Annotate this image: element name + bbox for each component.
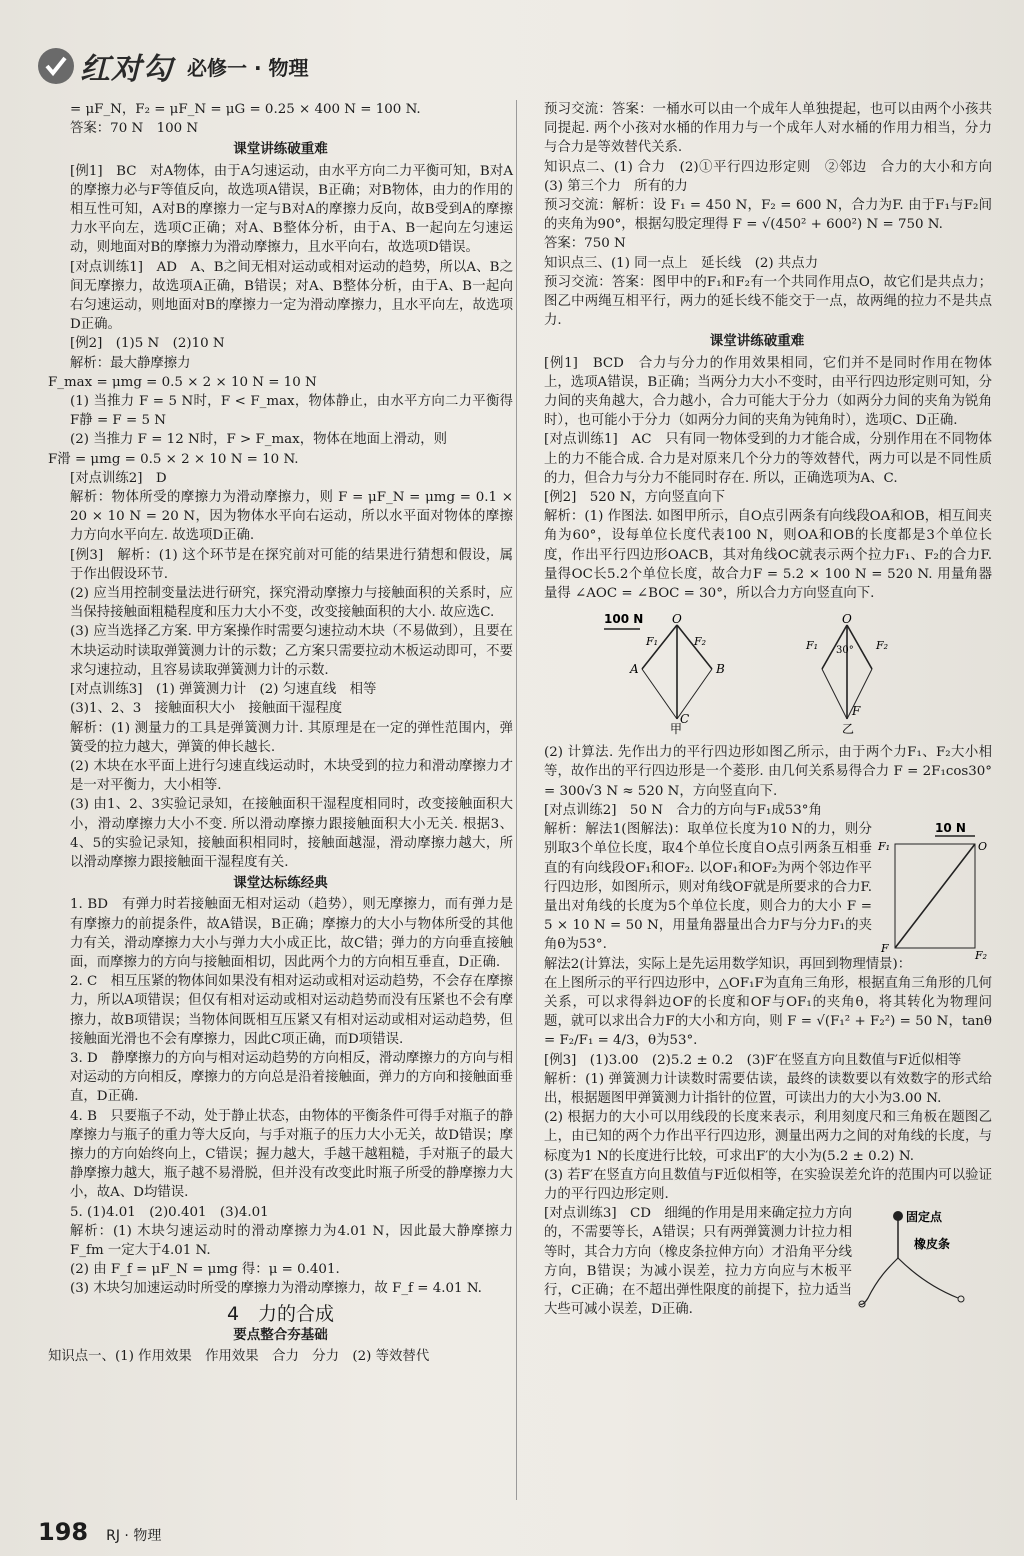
f2-label: F₂ <box>876 639 889 653</box>
text-line: 解法2(计算法，实际上是先运用数学知识，再回到物理情景)： <box>544 956 912 972</box>
paragraph: 在上图所示的平行四边形中，△OF₁F为直角三角形，根据直角三角形的几何关系，可以求得斜边OF的长度和OF与OF₁的夹角θ，将其转化为物理问题，就可以求出合力F的大小和方向，则 F = √(F₁² + F₂²) = 50 N，tanθ = F₂/F₁ = 4/3，θ为53°. <box>544 975 992 1049</box>
point-c-label: C <box>680 712 690 727</box>
chapter-title: 4 力的合成 <box>226 1302 335 1325</box>
page-header <box>38 40 988 92</box>
paragraph: 知识点二、(1) 合力 (2)①平行四边形定则 ②邻边 合力的大小和方向 (3) 第三个力 所有的力 <box>544 159 1006 194</box>
text-line: [例3] (1)3.00 (2)5.2 ± 0.2 (3)F′在竖直方向且数值与F近似相等 <box>544 1052 962 1068</box>
paragraph: (3) 若F′在竖直方向且数值与F近似相等，在实验误差允许的范围内可以验证力的平行四边形定则. <box>544 1167 992 1202</box>
diagram-rectangle <box>875 820 990 960</box>
section-title: 课堂讲练破重难 <box>233 141 328 158</box>
f2-label: F₂ <box>694 635 707 649</box>
scale-label: 100 N <box>604 612 644 627</box>
brand-name: 红对勾 <box>80 52 173 87</box>
paragraph: (3) 木块匀加速运动时所受的摩擦力为滑动摩擦力，故 F_f = 4.01 N. <box>70 1281 482 1297</box>
point-o-label: O <box>842 612 852 627</box>
text-line: 知识点一、(1) 作用效果 作用效果 合力 分力 (2) 等效替代 <box>48 1349 430 1364</box>
column-divider <box>516 100 517 1500</box>
paragraph: (2) 应当用控制变量法进行研究，探究滑动摩擦力与接触面积的关系时，应当保持接触面粗糙程度和压力大小不变，改变接触面积的大小. 故应选C. <box>70 586 513 621</box>
text-line: [例2] (1)5 N (2)10 N <box>70 336 225 352</box>
paragraph: [对点训练1] AC 只有同一物体受到的力才能合成，分别作用在不同物体上的力不能合成. 合力是对原来几个分力的等效替代，两力可以是不同性质的力，但合力与分力不能同时存在. 所以，正确选项为A、C. <box>544 432 992 486</box>
paragraph: 预习交流：答案：一桶水可以由一个成年人单独提起，也可以由两个小孩共同提起. 两个小孩对水桶的作用力与一个成年人对水桶的作用力相当，分力与合力是等效替代关系. <box>544 102 992 156</box>
book-series: 必修一 · 物理 <box>187 55 309 80</box>
paragraph: (2) 根据力的大小可以用线段的长度来表示，利用刻度尺和三角板在题图乙上，由已知的两个力作出平行四边形，测量出两力之间的对角线的长度，与标度为1 N的长度进行比较，可求出F′的大小为(5.2 ± 0.2) N. <box>544 1110 992 1164</box>
text-line: (2) 当推力 F = 12 N时，F > F_max，物体在地面上滑动，则 <box>70 432 448 448</box>
f1-label: F₁ <box>878 840 891 854</box>
text-line: 解析：最大静摩擦力 <box>70 355 191 371</box>
page-footer <box>38 1518 161 1546</box>
page-number: 198 <box>38 1518 89 1546</box>
paragraph: [例1] BCD 合力与分力的作用效果相同，它们并不是同时作用在物体上，选项A错误，B正确；当两分力大小不变时，由平行四边形定则可知，分力间的夹角越大，合力越小，合力可能大于分力（如两分力间的夹角为锐角时），也可能小于分力（如两分力间的夹角为钝角时），选项C、D正确. <box>544 355 993 429</box>
text-line: = μF_N，F₂ = μF_N = μG = 0.25 × 400 N = 100 N. <box>70 102 421 117</box>
fixed-point-label: 固定点 <box>906 1210 943 1225</box>
text-line: 答案：750 N <box>544 236 626 252</box>
paragraph: (3) 由1、2、3实验记录知，在接触面积干湿程度相同时，改变接触面积大小，滑动摩擦力大小不变. 所以滑动摩擦力跟接触面积大小无关. 根据3、4、5的实验记录知，接触面积相同时，接触面越湿，滑动摩擦力越大，所以滑动摩擦力跟接触面干湿程度有关. <box>70 797 513 870</box>
text-line: (3)1、2、3 接触面积大小 接触面干湿程度 <box>70 701 343 717</box>
text-line: F_max = μmg = 0.5 × 2 × 10 N = 10 N <box>48 374 317 390</box>
f2-label: F₂ <box>975 949 988 961</box>
paragraph: 解析：(1) 作图法. 如图甲所示，自O点引两条有向线段OA和OB，相互间夹角为60°，设每单位长度代表100 N，则OA和OB的长度都是3个单位长度，作出平行四边形OACB，其对角线OC就表示两个拉力F₁、F₂的合力F. 量得OC长5.2个单位长度，故合力F = 5.2 × 100 N = 520 N. 用量角器量得 ∠AOC = ∠BOC = 30°，所以合力方向竖直向下. <box>544 509 992 602</box>
paragraph: (3) 应当选择乙方案. 甲方案操作时需要匀速拉动木块（不易做到），且要在木块运动时读取弹簧测力计的示数；乙方案只需要拉动木板运动即可，不要求匀速拉动，且容易读取弹簧测力计的示数. <box>70 624 513 678</box>
paragraph: 1. BD 有弹力时若接触面无相对运动（趋势），则无摩擦力，而有弹力是有摩擦力的前提条件，故A错误，B正确；摩擦力的大小与物体所受的其他力有关，滑动摩擦力大小与弹力大小成正比，故C错；弹力的方向垂直接触面，而摩擦力的方向与接触面相切，因此两个力的方向相互垂直，D正确. <box>70 897 513 970</box>
text-line: [对点训练3] (1) 弹簧测力计 (2) 匀速直线 相等 <box>70 682 377 698</box>
scale-label: 10 N <box>935 821 966 836</box>
checkmark-icon <box>38 48 74 84</box>
point-o-label: O <box>978 840 988 854</box>
f-label: F <box>852 704 861 719</box>
rubber-band-label: 橡皮条 <box>914 1237 951 1252</box>
paragraph: [例3] 解析：(1) 这个环节是在探究前对可能的结果进行猜想和假设，属于作出假设环节. <box>70 547 513 582</box>
paragraph: (1) 当推力 F = 5 N时，F < F_max，物体静止，由水平方向二力平衡得 F静 = F = 5 N <box>70 394 513 429</box>
f-label: F <box>881 942 889 956</box>
section-title: 要点整合夯基础 <box>233 1326 328 1343</box>
point-b-label: B <box>716 662 725 677</box>
paragraph: [例1] BC 对A物体，由于A匀速运动，由水平方向二力平衡可知，B对A的摩擦力必与F等值反向，故选项A错误，B正确；对B物体，由力的作用的相互性可知，A对B的摩擦力一定与B对A的摩擦力反向，故B受到A的摩擦力水平向左，选项C正确；对A、B整体分析，由于A、B一起向左匀速运动，则地面对B的摩擦力为滑动摩擦力，且水平向右，故选项D错误。 <box>70 163 513 256</box>
text-line: [例2] 520 N，方向竖直向下 <box>544 490 726 506</box>
paragraph: (2) 计算法. 先作出力的平行四边形如图乙所示，由于两个力F₁、F₂大小相等，故作出的平行四边形是一个菱形. 由几何关系易得合力 F = 2F₁cos30° = 300√3 N ≈ 520 N，方向竖直向下. <box>544 745 992 799</box>
angle-label: 30° <box>836 645 854 657</box>
paragraph: 解析：(1) 测量力的工具是弹簧测力计. 其原理是在一定的弹性范围内，弹簧受的拉力越大，弹簧的伸长越长. <box>70 720 513 755</box>
paragraph: 预习交流：答案：图甲中的F₁和F₂有一个共同作用点O，故它们是共点力；图乙中两绳互相平行，两力的延长线不能交于一点，故两绳的拉力不是共点力. <box>544 274 992 329</box>
right-column <box>522 100 1006 1319</box>
caption-jia: 甲 <box>670 722 683 737</box>
text-line: [对点训练2] D <box>70 470 167 486</box>
section-title: 课堂达标练经典 <box>233 875 328 892</box>
paragraph: [对点训练3] CD 细绳的作用是用来确定拉力方向的，不需要等长，A错误；只有两弹簧测力计拉力相等时，其合力方向（橡皮条拉伸方向）才沿角平分线方向，B错误；为减小误差，拉力方向应与木板平行，C正确；在不超出弹性限度的前提下，拉力适当大些可减小误差，D正确. <box>544 1206 852 1318</box>
training3-block <box>522 1204 992 1319</box>
rubber-band-diagram <box>858 1208 988 1318</box>
footer-subject: RJ · 物理 <box>106 1528 162 1544</box>
text-line: 答案：70 N 100 N <box>70 121 199 137</box>
paragraph: 解析：(1) 弹簧测力计读数时需要估读，最终的读数要以有效数字的形式给出，根据题图甲弹簧测力计指针的位置，可读出力的大小为3.00 N. <box>544 1071 992 1106</box>
left-column <box>48 100 513 1366</box>
force-diagram-figure <box>522 609 992 737</box>
point-o-label: O <box>672 612 682 627</box>
paragraph: (2) 木块在水平面上进行匀速直线运动时，木块受到的拉力和滑动摩擦力才是一对平衡力，大小相等. <box>70 758 513 794</box>
caption-yi: 乙 <box>842 722 855 737</box>
paragraph: 3. D 静摩擦力的方向与相对运动趋势的方向相反，滑动摩擦力的方向与相对运动的方向相反，摩擦力的方向总是沿着接触面，弹力的方向和接触面垂直，D正确. <box>70 1050 513 1105</box>
training2-block <box>522 820 992 961</box>
paragraph: 解析：解法1(图解法)：取单位长度为10 N的力，则分别取3个单位长度，取4个单位长度自O点引两条互相垂直的有向线段OF₁和OF₂. 以OF₁和OF₂为两个邻边作平行四边形，如图所示，则对角线OF就是所要求的合力F. 量出对角线的长度为5个单位长度，则合力的大小 F = 5 × 10 N = 50 N，用量角器量出合力F与分力F₁的夹角θ为53°. <box>544 822 872 953</box>
f1-label: F₁ <box>806 639 819 653</box>
text-line: 知识点三、(1) 同一点上 延长线 (2) 共点力 <box>544 255 819 271</box>
f1-label: F₁ <box>646 635 659 649</box>
point-a-label: A <box>630 662 639 677</box>
paragraph: 预习交流：解析：设 F₁ = 450 N，F₂ = 600 N，合力为F. 由于F₁与F₂间的夹角为90°，根据勾股定理得 F = √(450² + 600²) N = 750 N. <box>544 198 992 233</box>
paragraph: 2. C 相互压紧的物体间如果没有相对运动或相对运动趋势，不会存在摩擦力，所以A项错误；但仅有相对运动或相对运动趋势而没有压紧也不会有摩擦力，故B项错误；当物体间既相互压紧又有相对运动或相对运动趋势，但接触面光滑也不会有摩擦力，因此C项正确，而D项错误. <box>70 974 513 1047</box>
paragraph: 4. B 只要瓶子不动，处于静止状态，由物体的平衡条件可得手对瓶子的静摩擦力与瓶子的重力等大反向，与手对瓶子的压力大小无关，故D错误；摩擦力的方向始终向上，C错误；握力越大，手越干越粗糙，手对瓶子的最大静摩擦力越大，瓶子越不易滑脱，但并没有改变此时瓶子所受的静摩擦力大小，故A、D均错误. <box>70 1108 513 1201</box>
text-line: 5. (1)4.01 (2)0.401 (3)4.01 <box>70 1204 269 1220</box>
diagram-jia <box>602 609 752 737</box>
diagram-yi <box>792 609 912 737</box>
brand-logo <box>38 44 173 88</box>
paragraph: 解析：(1) 木块匀速运动时的滑动摩擦力为4.01 N，因此最大静摩擦力 F_fm 一定大于4.01 N. <box>70 1223 513 1258</box>
paragraph: 解析：物体所受的摩擦力为滑动摩擦力，则 F = μF_N = μmg = 0.1 × 20 × 10 N = 20 N，因为物体水平向右运动，所以水平面对物体的摩擦力方向水平向左. 故选项D正确. <box>70 490 513 544</box>
paragraph: [对点训练1] AD A、B之间无相对运动或相对运动的趋势，所以A、B之间无摩擦力，故选项A正确，B错误；对A、B整体分析，由于A、B一起向右匀速运动，则地面对B的摩擦力一定为滑动摩擦力，且水平向左，故选项D正确。 <box>70 259 513 333</box>
text-line: (2) 由 F_f = μF_N = μmg 得：μ = 0.401. <box>70 1262 340 1278</box>
text-line: [对点训练2] 50 N 合力的方向与F₁成53°角 <box>544 802 822 818</box>
section-title: 课堂讲练破重难 <box>709 333 805 350</box>
text-line: F滑 = μmg = 0.5 × 2 × 10 N = 10 N. <box>48 451 299 467</box>
